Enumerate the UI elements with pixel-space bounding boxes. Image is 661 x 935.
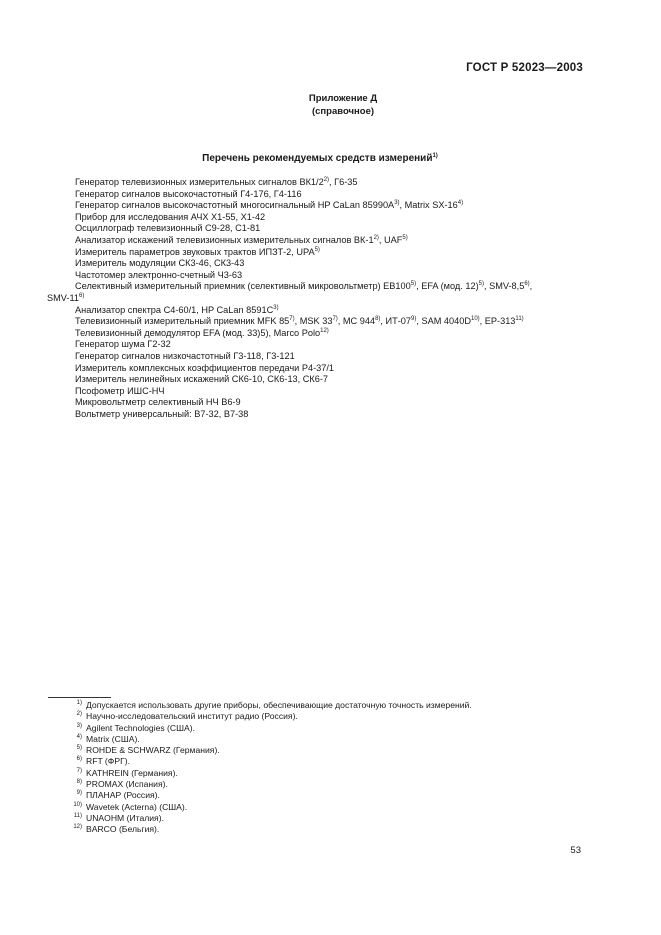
footnote: $^{3)}$ Agilent Technologies (США). <box>76 722 195 733</box>
list-item: Генератор сигналов высокочастотный Г4-176, Г4-116 <box>75 188 302 199</box>
footnote: $^{8)}$ PROMAX (Испания). <box>76 779 168 790</box>
standard-designation: ГОСТ Р 52023—2003 <box>466 62 583 74</box>
list-title-footnote-ref: 1) <box>432 153 438 159</box>
footnote: $^{5)}$ ROHDE & SCHWARZ (Германия). <box>76 745 220 756</box>
list-item: Анализатор спектра С4-60/1, HP CaLan $8591C^{3)}$ <box>75 304 279 315</box>
list-item: Генератор сигналов низкочастотный Г3-118, Г3-121 <box>75 350 295 361</box>
list-item: Измеритель параметров звуковых трактов ИПЗТ-2, UPA$^{5)}$ <box>75 246 320 257</box>
footnotes <box>48 700 608 836</box>
list-item: Анализатор искажений телевизионных измерительных сигналов ВК-1$^{2)}$, UAF$^{5)}$ <box>75 234 408 245</box>
page-number: 53 <box>570 845 581 856</box>
appendix-subtitle: (справочное) <box>311 106 375 117</box>
list-item: Измеритель модуляции СК3-46, СК3-43 <box>75 258 245 269</box>
list-item: Селективный измерительный приемник (селективный микровольтметр) EB100$^{5)}$, EFA (мод. 12)$^{5)}$, SMV-8,5$^{6)}$, SMV-11$^{6)}$ <box>75 281 595 304</box>
appendix-title: Приложение Д <box>308 93 378 104</box>
list-item: Частотомер электронно-счетный Ч3-63 <box>75 269 243 280</box>
list-item: Телевизионный демодулятор EFA (мод. 33)5), Marco Polo$^{12)}$ <box>75 327 329 338</box>
list-item: Микровольтметр селективный НЧ В6-9 <box>75 397 241 408</box>
list-item: Генератор сигналов высокочастотный многосигнальный HP CaLan $85990A^{3)}$, Matrix SX-16$^{4)}$ <box>75 200 464 211</box>
footnote: $^{9)}$ ПЛАНАР (Россия). <box>76 790 160 801</box>
footnote: $^{1)}$ Допускается использовать другие приборы, обеспечивающие достаточную точность измерений. <box>76 700 472 710</box>
footnote: $^{2)}$ Научно-исследовательский институт радио (Россия). <box>76 711 298 722</box>
footnote: $^{10)}$ Wavetek (Acterna) (США). <box>73 801 188 812</box>
list-item: Генератор телевизионных измерительных сигналов ВК1/2$^{2)}$, Г6-35 <box>75 177 358 187</box>
footnote: $^{12)}$ BARCO (Бельгия). <box>73 824 160 835</box>
footnote: $^{6)}$ RFT (ФРГ). <box>76 756 130 767</box>
list-title <box>120 153 520 164</box>
list-item: Измеритель нелинейных искажений СК6-10, СК6-13, СК6-7 <box>75 374 329 385</box>
list-item: Измеритель комплексных коэффициентов передачи Р4-37/1 <box>75 362 335 373</box>
list-item: Вольтметр универсальный: В7-32, В7-38 <box>75 408 249 419</box>
list-item: Прибор для исследования АЧХ Х1-55, Х1-42 <box>75 211 266 222</box>
footnote: $^{4)}$ Matrix (США). <box>76 733 140 744</box>
appendix-heading <box>263 92 423 118</box>
footnote-separator <box>48 697 111 698</box>
list-item: Генератор шума Г2-32 <box>75 339 171 350</box>
instrument-list <box>47 177 595 420</box>
list-title-text: Перечень рекомендуемых средств измерений <box>202 153 433 164</box>
footnote: $^{11)}$ UNAOHM (Италия). <box>73 812 164 823</box>
list-item: Псофометр ИШС-НЧ <box>75 385 165 396</box>
list-item-continuation: SMV-11$^{6)}$ <box>47 292 85 303</box>
list-item: Осциллограф телевизионный С9-28, С1-81 <box>75 223 261 234</box>
footnote: $^{7)}$ KATHREIN (Германия). <box>76 767 178 778</box>
list-item: Телевизионный измерительный приемник MFK 85$^{7)}$, MSK 33$^{7)}$, MC 944$^{8)}$, ИТ-07$^{9)}$, SAM $4040D^{10)}$, EP-313$^{11)}$ <box>75 316 524 327</box>
